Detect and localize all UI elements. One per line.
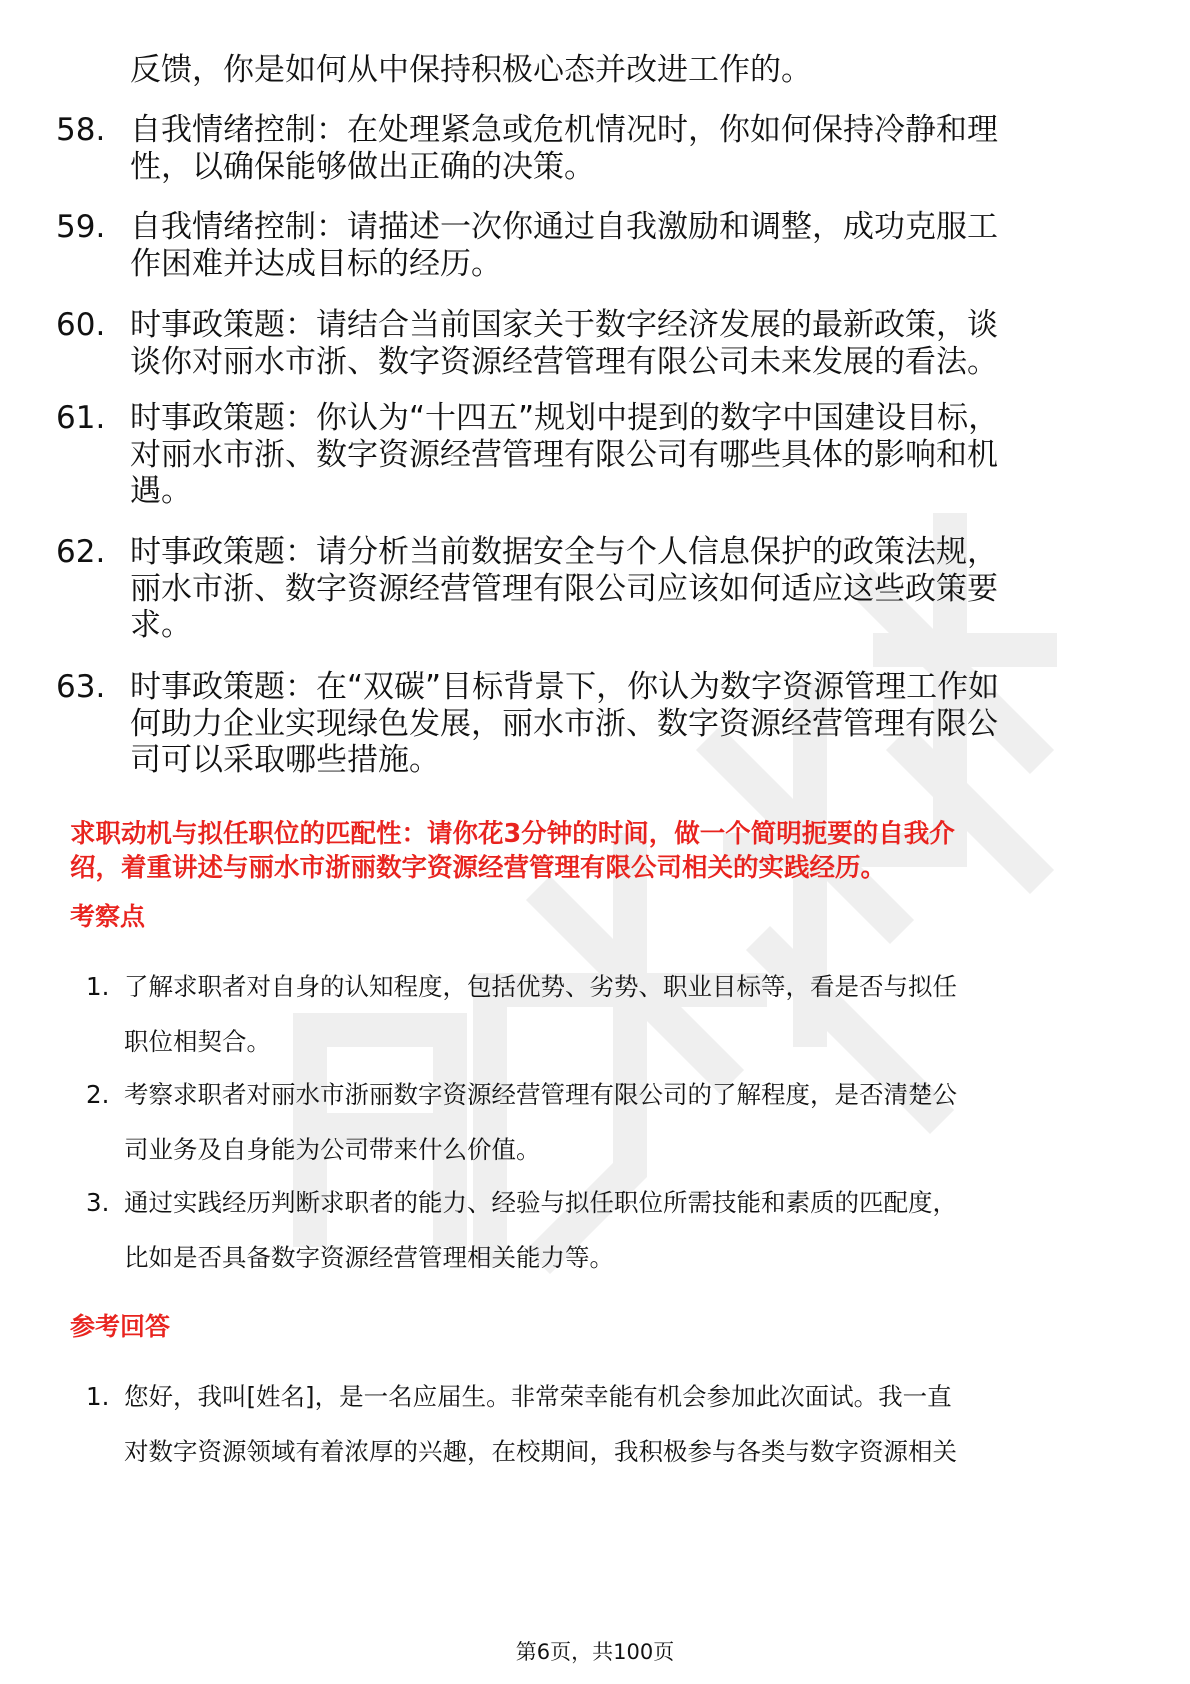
points-heading: 考察点 xyxy=(70,902,146,931)
list-item-text: 考察求职者对丽水市浙丽数字资源经营管理有限公司的了解程度，是否清楚公 xyxy=(124,1080,957,1109)
question-text: 司可以采取哪些措施。 xyxy=(130,742,440,778)
question-number: 61. xyxy=(56,400,106,436)
list-item-text: 职位相契合。 xyxy=(124,1027,271,1056)
list-item-text: 比如是否具备数字资源经营管理相关能力等。 xyxy=(124,1243,614,1272)
list-item-text: 您好，我叫[姓名]，是一名应届生。非常荣幸能有机会参加此次面试。我一直 xyxy=(124,1382,952,1411)
list-item-text: 了解求职者对自身的认知程度，包括优势、劣势、职业目标等，看是否与拟任 xyxy=(124,972,957,1001)
question-text: 丽水市浙、数字资源经营管理有限公司应该如何适应这些政策要 xyxy=(130,570,998,607)
question-number: 59. xyxy=(56,209,106,245)
list-item-text: 司业务及自身能为公司带来什么价值。 xyxy=(124,1135,541,1164)
list-item-text: 对数字资源领域有着浓厚的兴趣，在校期间，我积极参与各类与数字资源相关 xyxy=(124,1437,957,1466)
question-text: 求。 xyxy=(130,607,192,643)
list-item-number: 1. xyxy=(86,1382,110,1411)
question-number: 60. xyxy=(56,307,106,343)
question-text: 谈你对丽水市浙、数字资源经营管理有限公司未来发展的看法。 xyxy=(130,343,998,380)
list-item-number: 1. xyxy=(86,972,110,1001)
list-item-number: 2. xyxy=(86,1080,110,1109)
question-text: 自我情绪控制：请描述一次你通过自我激励和调整，成功克服工 xyxy=(130,209,998,245)
question-text: 时事政策题：在“双碳”目标背景下，你认为数字资源管理工作如 xyxy=(130,669,1000,705)
question-text: 何助力企业实现绿色发展，丽水市浙、数字资源经营管理有限公 xyxy=(130,705,998,742)
page-footer: 第6页，共100页 xyxy=(515,1640,675,1664)
list-item-number: 3. xyxy=(86,1188,110,1217)
question-number: 58. xyxy=(56,112,106,148)
question-text: 作困难并达成目标的经历。 xyxy=(130,245,502,282)
question-text: 自我情绪控制：在处理紧急或危机情况时，你如何保持冷静和理 xyxy=(130,112,998,148)
question-text: 反馈，你是如何从中保持积极心态并改进工作的。 xyxy=(130,52,812,88)
question-text: 时事政策题：请结合当前国家关于数字经济发展的最新政策，谈 xyxy=(130,307,998,343)
reference-heading: 参考回答 xyxy=(70,1312,171,1341)
list-item-text: 通过实践经历判断求职者的能力、经验与拟任职位所需技能和素质的匹配度， xyxy=(124,1188,957,1217)
section-title-line: 求职动机与拟任职位的匹配性：请你花3分钟的时间，做一个简明扼要的自我介 xyxy=(70,819,955,849)
question-text: 对丽水市浙、数字资源经营管理有限公司有哪些具体的影响和机 xyxy=(130,436,998,473)
question-text: 时事政策题：你认为“十四五”规划中提到的数字中国建设目标， xyxy=(130,400,1000,436)
section-title-line: 绍，着重讲述与丽水市浙丽数字资源经营管理有限公司相关的实践经历。 xyxy=(70,853,887,883)
question-text: 时事政策题：请分析当前数据安全与个人信息保护的政策法规， xyxy=(130,534,998,570)
question-text: 遇。 xyxy=(130,473,192,509)
question-number: 63. xyxy=(56,669,106,705)
question-number: 62. xyxy=(56,534,106,570)
question-text: 性，以确保能够做出正确的决策。 xyxy=(130,148,595,185)
